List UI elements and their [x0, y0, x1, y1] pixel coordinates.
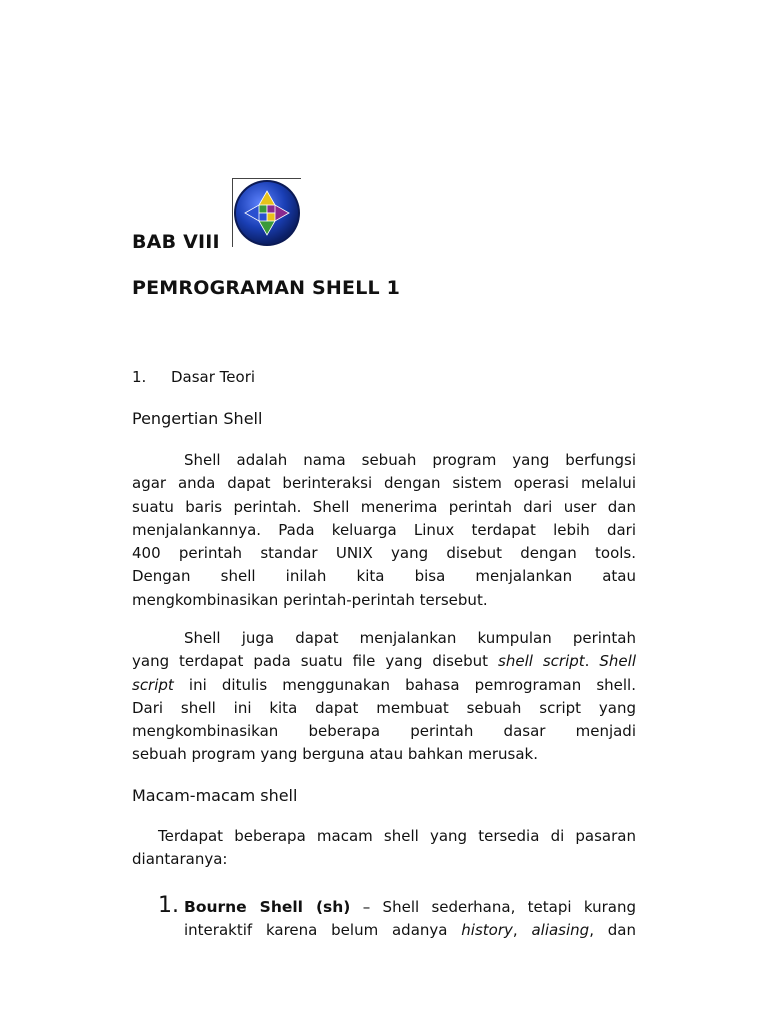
section-number: 1. [132, 368, 147, 386]
paragraph-line: Terdapat beberapa macam shell yang tersedia di pasaran [158, 827, 636, 845]
list-item-term: Bourne Shell (sh) [184, 898, 351, 916]
list-item-number: 1. [158, 893, 179, 918]
paragraph-line: Shell adalah nama sebuah program yang berfungsi [184, 451, 636, 469]
paragraph-line: suatu baris perintah. Shell menerima perintah dari user dan [132, 497, 636, 516]
paragraph-line: Shell juga dapat menjalankan kumpulan perintah [184, 629, 636, 647]
list-item [184, 896, 636, 943]
centos-logo-icon [232, 178, 302, 248]
list-item-line: Bourne Shell (sh) – Shell sederhana, tetapi kurang [184, 898, 636, 916]
paragraph-macam-intro [132, 825, 636, 872]
paragraph-line: agar anda dapat berinteraksi dengan sistem operasi melalui [132, 474, 636, 493]
paragraph-line: script ini ditulis menggunakan bahasa pemrograman shell. [132, 675, 636, 694]
paragraph-line: mengkombinasikan beberapa perintah dasar menjadi [132, 722, 636, 741]
list-item-line: interaktif karena belum adanya history, aliasing, dan [184, 921, 636, 940]
chapter-heading: BAB VIII [132, 231, 220, 253]
subheading-macam: Macam-macam shell [132, 786, 298, 805]
paragraph-line: diantaranya: [132, 850, 228, 869]
section-label: Dasar Teori [171, 368, 256, 386]
paragraph-shell-script [132, 627, 636, 767]
paragraph-line: menjalankannya. Pada keluarga Linux terdapat lebih dari [132, 520, 636, 539]
paragraph-line: Dengan shell inilah kita bisa menjalankan atau [132, 567, 636, 586]
paragraph-line: sebuah program yang berguna atau bahkan merusak. [132, 745, 538, 764]
paragraph-pengertian [132, 449, 636, 612]
paragraph-line: mengkombinasikan perintah-perintah tersebut. [132, 590, 488, 609]
chapter-title: PEMROGRAMAN SHELL 1 [132, 277, 401, 299]
paragraph-line: Dari shell ini kita dapat membuat sebuah script yang [132, 698, 636, 717]
paragraph-line: 400 perintah standar UNIX yang disebut dengan tools. [132, 544, 636, 563]
paragraph-line: yang terdapat pada suatu file yang disebut shell script. Shell [132, 652, 636, 671]
subheading-pengertian: Pengertian Shell [132, 409, 263, 428]
